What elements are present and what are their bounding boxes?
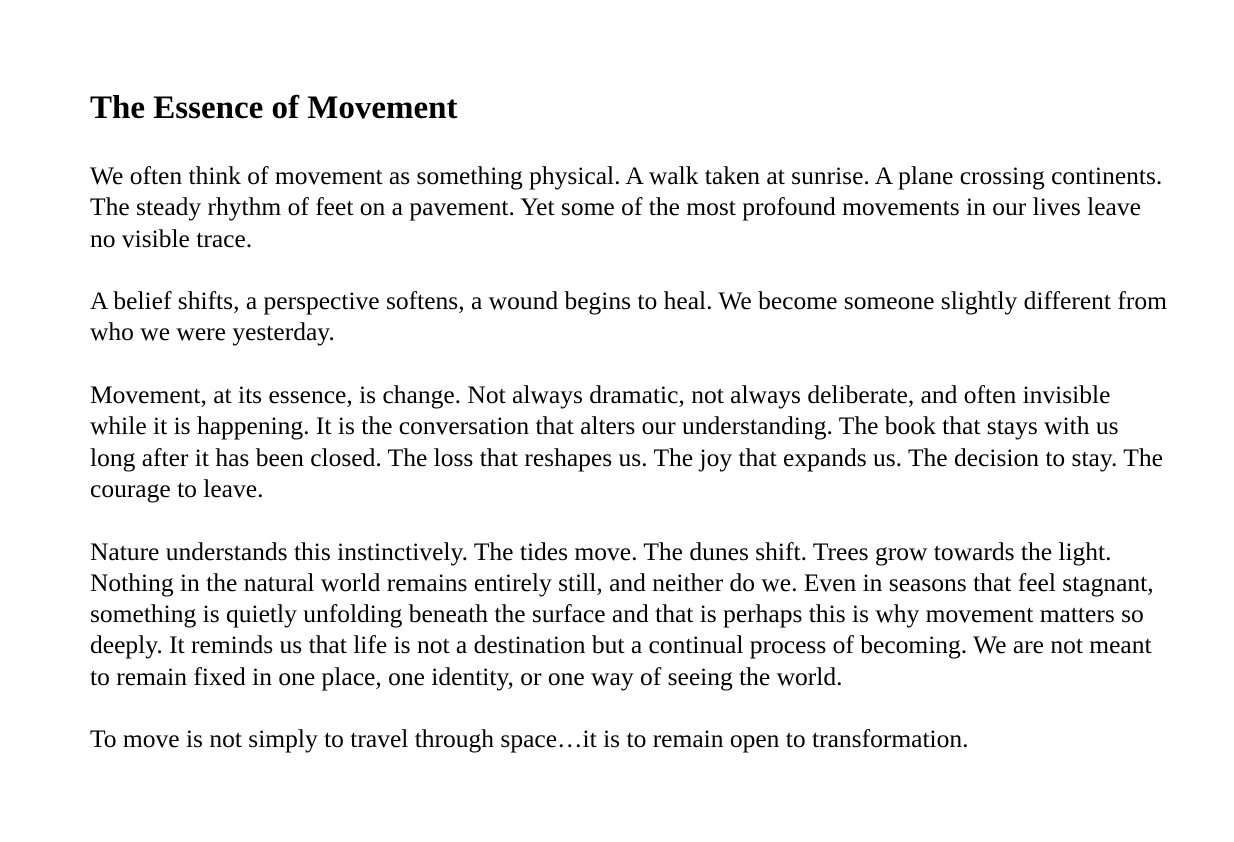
paragraph-1: We often think of movement as something physical. A walk taken at sunrise. A plane crossing continents. The steady rhythm of feet on a pavement. Yet some of the most profound movements in our lives leave no visible trace. bbox=[90, 161, 1163, 253]
paragraph-3: Movement, at its essence, is change. Not always dramatic, not always deliberate, and often invisible while it is happening. It is the conversation that alters our understanding. The book that stays with us long after it has been closed. The loss that reshapes us. The joy that expands us. The decision to stay. The courage to leave. bbox=[90, 380, 1163, 503]
paragraph-5: To move is not simply to travel through space…it is to remain open to transformation. bbox=[90, 724, 969, 754]
document-page bbox=[90, 88, 1170, 755]
paragraph-2: A belief shifts, a perspective softens, a wound begins to heal. We become someone slightly different from who we were yesterday. bbox=[90, 286, 1167, 347]
document-title: The Essence of Movement bbox=[90, 90, 458, 126]
paragraph-4: Nature understands this instinctively. The tides move. The dunes shift. Trees grow towards the light. Nothing in the natural world remains entirely still, and neither do we. Even in seasons that feel stagnant, something is quietly unfolding beneath the surface and that is perhaps this is why movement matters so deeply. It reminds us that life is not a destination but a continual process of becoming. We are not meant to remain fixed in one place, one identity, or one way of seeing the world. bbox=[90, 536, 1154, 691]
